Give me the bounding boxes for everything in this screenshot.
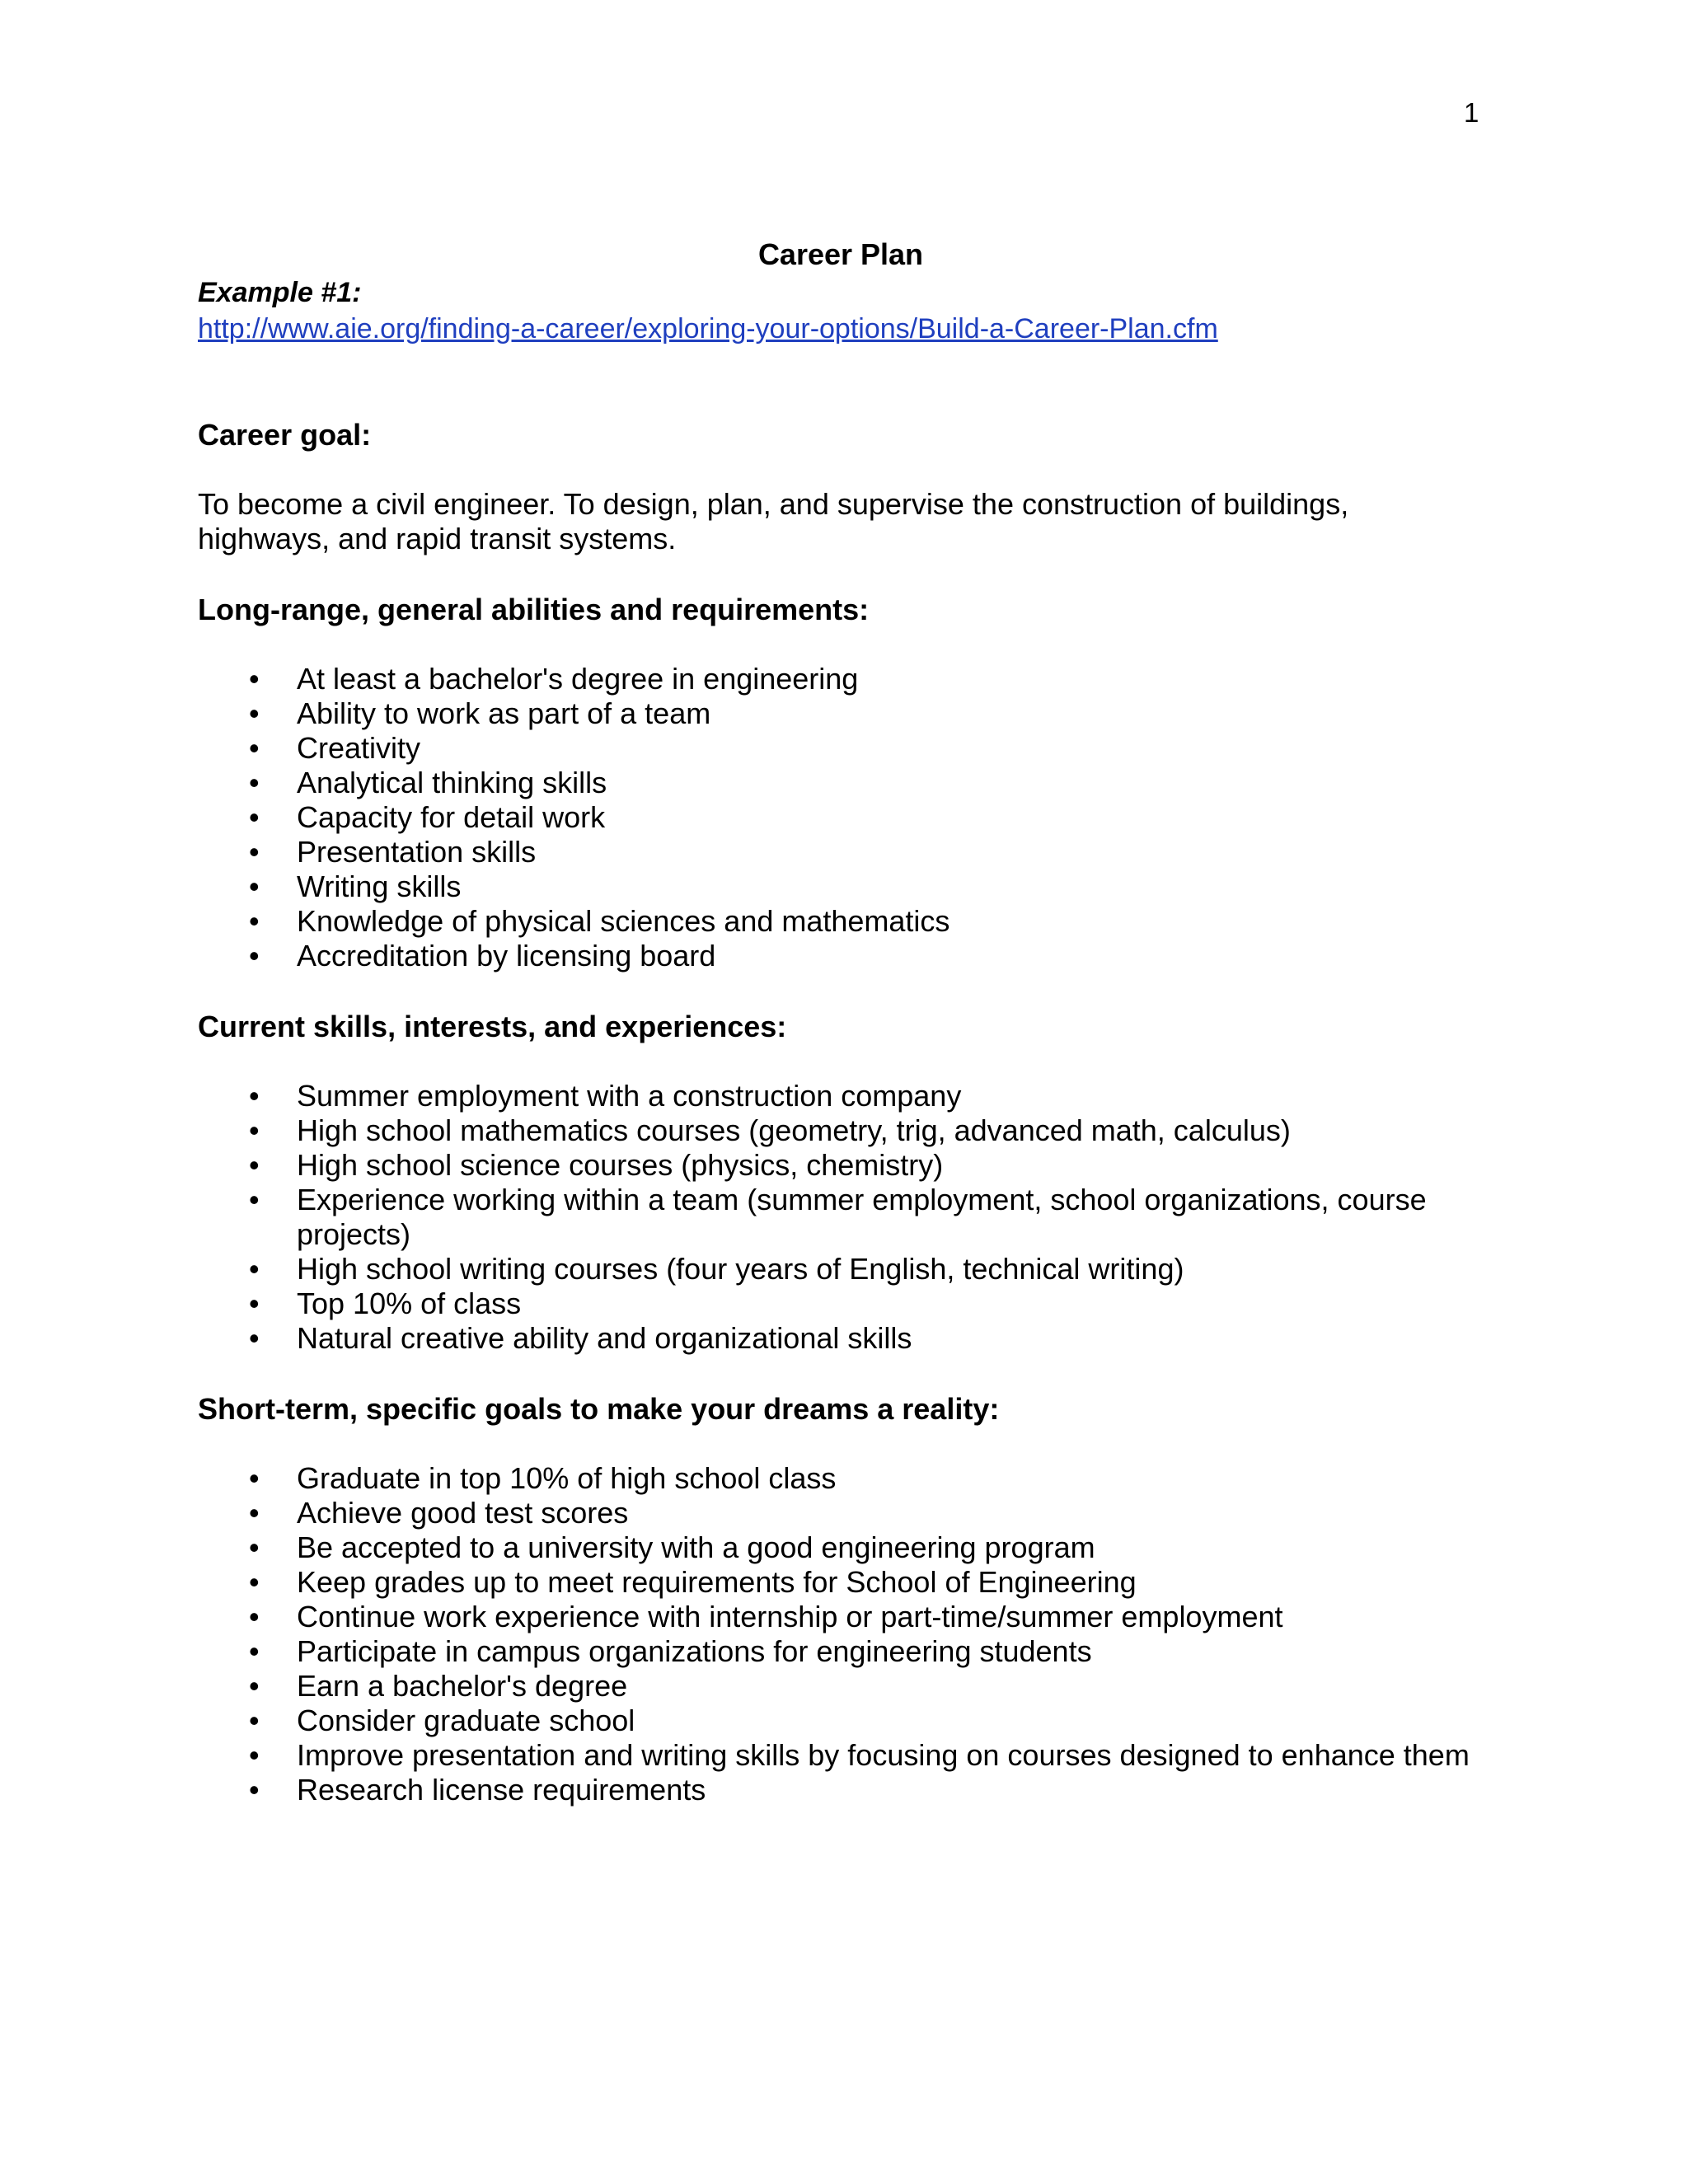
list-item: • Improve presentation and writing skills by focusing on courses designed to enhance them — [249, 1738, 1470, 1772]
page-title: Career Plan — [757, 237, 924, 271]
bullet-icon: • — [249, 1148, 260, 1182]
example-label: Example #1: — [198, 277, 362, 308]
bullet-icon: • — [249, 731, 260, 765]
short-term-list — [198, 1461, 1484, 1807]
list-item: • Writing skills — [249, 869, 462, 903]
list-item: • Keep grades up to meet requirements for School of Engineering — [249, 1565, 1137, 1599]
bullet-icon: • — [249, 1286, 260, 1320]
long-range-heading: Long-range, general abilities and requirements: — [198, 593, 870, 626]
list-item: • Top 10% of class — [249, 1286, 522, 1320]
list-item: • High school science courses (physics, chemistry) — [249, 1148, 944, 1182]
bullet-icon: • — [249, 696, 260, 730]
list-item: • Creativity — [249, 731, 421, 765]
career-goal-text: To become a civil engineer. To design, plan, and supervise the construction of buildings, highways, and rapid transit systems. — [198, 487, 1349, 555]
list-item: • Ability to work as part of a team — [249, 696, 711, 730]
list-item: • Earn a bachelor's degree — [249, 1669, 628, 1703]
bullet-icon: • — [249, 1669, 260, 1703]
long-range-list — [198, 662, 1484, 973]
list-item: • Be accepted to a university with a good engineering program — [249, 1530, 1095, 1564]
list-item: • Summer employment with a construction company — [249, 1079, 962, 1113]
bullet-icon: • — [249, 766, 260, 799]
bullet-icon: • — [249, 835, 260, 869]
bullet-icon: • — [249, 1252, 260, 1286]
list-item: • High school writing courses (four years of English, technical writing) — [249, 1252, 1184, 1286]
current-skills-heading: Current skills, interests, and experiences: — [198, 1010, 787, 1043]
list-item: • Accreditation by licensing board — [249, 939, 716, 972]
list-item: • At least a bachelor's degree in engineering — [249, 662, 859, 696]
bullet-icon: • — [249, 1600, 260, 1633]
bullet-icon: • — [249, 662, 260, 696]
bullet-icon: • — [249, 1183, 260, 1216]
list-item: • Natural creative ability and organizational skills — [249, 1321, 912, 1355]
bullet-icon: • — [249, 800, 260, 834]
list-item: • High school mathematics courses (geometry, trig, advanced math, calculus) — [249, 1113, 1291, 1147]
list-item: • Consider graduate school — [249, 1704, 635, 1737]
bullet-icon: • — [249, 904, 260, 938]
list-item: • Capacity for detail work — [249, 800, 606, 834]
bullet-icon: • — [249, 1113, 260, 1147]
bullet-icon: • — [249, 1565, 260, 1599]
list-item: • Knowledge of physical sciences and mathematics — [249, 904, 950, 938]
bullet-icon: • — [249, 1704, 260, 1737]
list-item: • Graduate in top 10% of high school class — [249, 1461, 837, 1495]
bullet-icon: • — [249, 1079, 260, 1113]
page-number: 1 — [1464, 97, 1479, 128]
bullet-icon: • — [249, 1321, 260, 1355]
source-link[interactable]: http://www.aie.org/finding-a-career/exploring-your-options/Build-a-Career-Plan.cfm — [198, 313, 1218, 344]
list-item: • Participate in campus organizations for engineering students — [249, 1634, 1092, 1668]
list-item: • Presentation skills — [249, 835, 537, 869]
list-item: • Analytical thinking skills — [249, 766, 607, 799]
document-body — [198, 235, 1484, 1807]
bullet-icon: • — [249, 1738, 260, 1772]
career-goal-heading: Career goal: — [198, 418, 372, 452]
bullet-icon: • — [249, 1461, 260, 1495]
bullet-icon: • — [249, 1530, 260, 1564]
list-item: • Continue work experience with internship or part-time/summer employment — [249, 1600, 1283, 1633]
list-item: • Achieve good test scores — [249, 1496, 629, 1530]
list-item: • Research license requirements — [249, 1773, 706, 1807]
bullet-icon: • — [249, 1773, 260, 1807]
bullet-icon: • — [249, 869, 260, 903]
bullet-icon: • — [249, 1634, 260, 1668]
bullet-icon: • — [249, 939, 260, 972]
short-term-heading: Short-term, specific goals to make your dreams a reality: — [198, 1392, 1000, 1426]
current-skills-list — [198, 1079, 1484, 1356]
bullet-icon: • — [249, 1496, 260, 1530]
list-item: • Experience working within a team (summer employment, school organizations, course projects) — [249, 1183, 1427, 1251]
